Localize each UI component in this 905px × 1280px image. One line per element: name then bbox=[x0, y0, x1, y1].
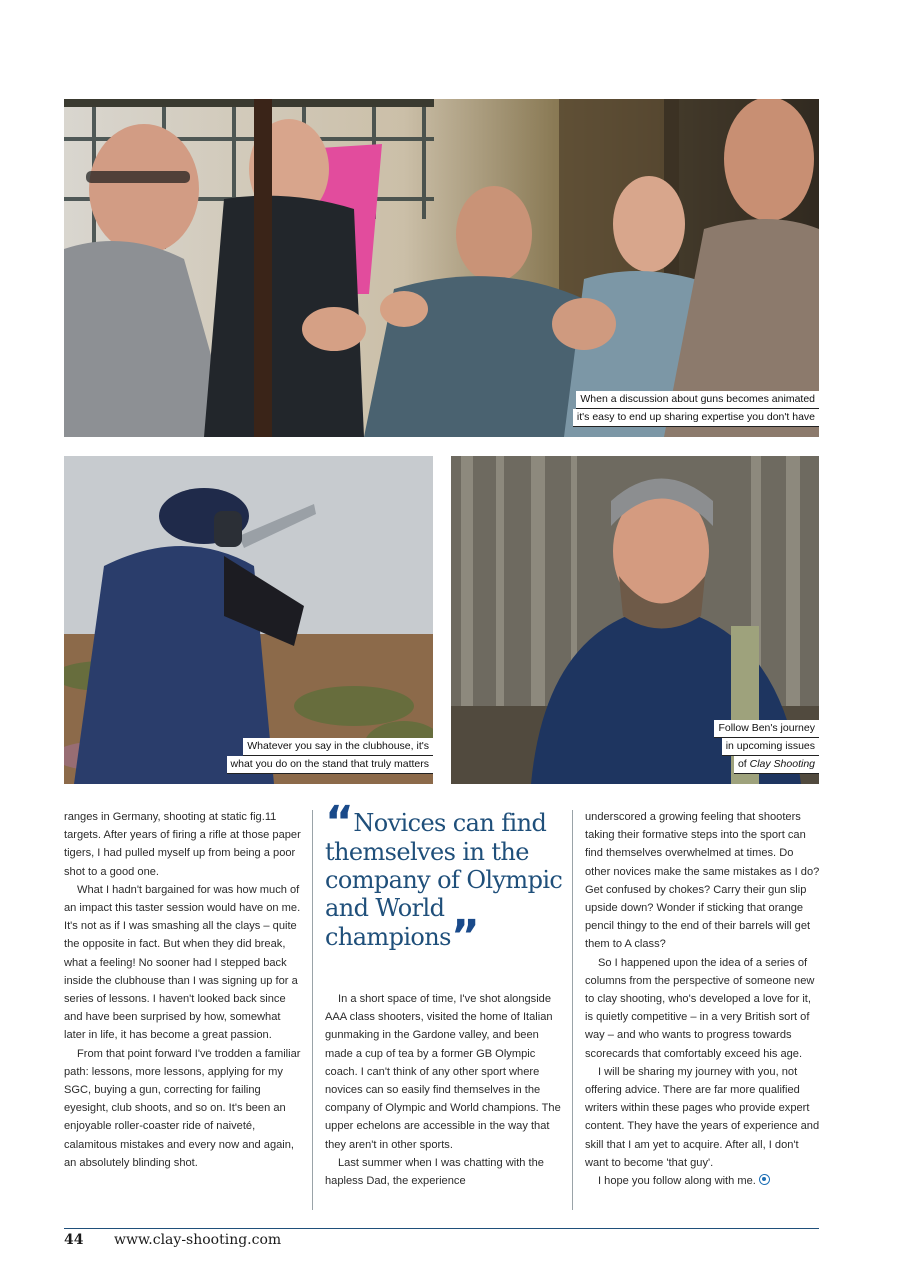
body-column-3 bbox=[585, 808, 821, 1190]
pull-quote bbox=[325, 797, 575, 962]
pull-quote-text: Novices can find themselves in the company of Olympic and World champions bbox=[325, 809, 563, 951]
close-quote-icon: ” bbox=[450, 911, 480, 962]
column1-paragraph-2: What I hadn't bargained for was how much of an impact this taster session would have on me. It's not as if I was smashing all the clays – quite the opposite in fact. But when they did break, what a feeling! No sooner had I stepped back inside the clubhouse than I was signing up for a series of lessons. I haven't looked back since and have been surprised by how, somewhat later in life, it has become a great passion. bbox=[64, 883, 301, 1042]
body-column-2 bbox=[325, 990, 565, 1190]
open-quote-icon: “ bbox=[325, 797, 354, 848]
column-rule-1 bbox=[312, 810, 313, 1210]
column2-paragraph-1: In a short space of time, I've shot alongside AAA class shooters, visited the home of Italian gunmaking in the Gardone valley, and been made a cup of tea by a former GB Olympic coach. I can't think of any other sport where novices can so easily find themselves in the company of Olympic and World champions. The upper echelons are accessible in the way that they aren't in other sports. bbox=[325, 993, 561, 1151]
caption-top-line2: it's easy to end up sharing expertise you don't have bbox=[573, 409, 819, 427]
column3-paragraph-4 bbox=[585, 1172, 821, 1190]
column1-paragraph-3: From that point forward I've trodden a familiar path: lessons, more lessons, applying for my SGC, buying a gun, correcting for failing eyesight, club shoots, and so on. It's been an enjoyable roller-coaster ride of naiveté, calamitous mistakes and every now and again, an absolutely blinding shot. bbox=[64, 1047, 301, 1169]
page-number: 44 bbox=[64, 1232, 84, 1248]
body-column-1 bbox=[64, 808, 301, 1172]
closing-sentence: I hope you follow along with me. bbox=[598, 1175, 756, 1188]
column3-paragraph-3: I will be sharing my journey with you, not offering advice. There are far more qualified writers within these pages who provide expert content. They have the years of experience and skill that I am yet to acquire. After all, I don't want to become 'that guy'. bbox=[585, 1065, 820, 1169]
caption-right-line2: in upcoming issues bbox=[722, 738, 819, 756]
caption-right-magazine-title: Clay Shooting bbox=[749, 758, 815, 770]
caption-right-line1: Follow Ben's journey bbox=[714, 720, 819, 738]
footer-rule bbox=[64, 1228, 819, 1229]
column2-paragraph-2: Last summer when I was chatting with the hapless Dad, the experience bbox=[325, 1156, 544, 1188]
photo-group-discussion bbox=[64, 99, 819, 437]
caption-right-line3 bbox=[734, 756, 819, 774]
column1-paragraph-1: ranges in Germany, shooting at static fig.11 targets. After years of firing a rifle at those paper tigers, I had pulled myself up from being a poor shot to a good one. bbox=[64, 811, 301, 878]
caption-left-line2: what you do on the stand that truly matters bbox=[227, 756, 433, 774]
column3-paragraph-1: underscored a growing feeling that shooters taking their formative steps into the sport can find themselves overwhelmed at times. Do other novices make the same mistakes as I do? Get confused by chokes? Carry their gun slip upside down? Wonder if sticking that orange pencil thingy to the end of their barrels will get them to A class? bbox=[585, 811, 820, 951]
caption-left-line1: Whatever you say in the clubhouse, it's bbox=[243, 738, 433, 756]
caption-right-line3-prefix: of bbox=[737, 758, 750, 770]
caption-top-line1: When a discussion about guns becomes animated bbox=[576, 391, 819, 409]
target-end-icon bbox=[759, 1174, 770, 1185]
website-url[interactable]: www.clay-shooting.com bbox=[114, 1232, 282, 1248]
photo-shooter bbox=[64, 456, 433, 784]
column3-paragraph-2: So I happened upon the idea of a series of columns from the perspective of someone new to clay shooting, who's developed a love for it, is quietly competitive – in a very British sort of way – and who wants to progress towards scorecards that comfortably exceed his age. bbox=[585, 956, 815, 1060]
column-rule-2 bbox=[572, 810, 573, 1210]
